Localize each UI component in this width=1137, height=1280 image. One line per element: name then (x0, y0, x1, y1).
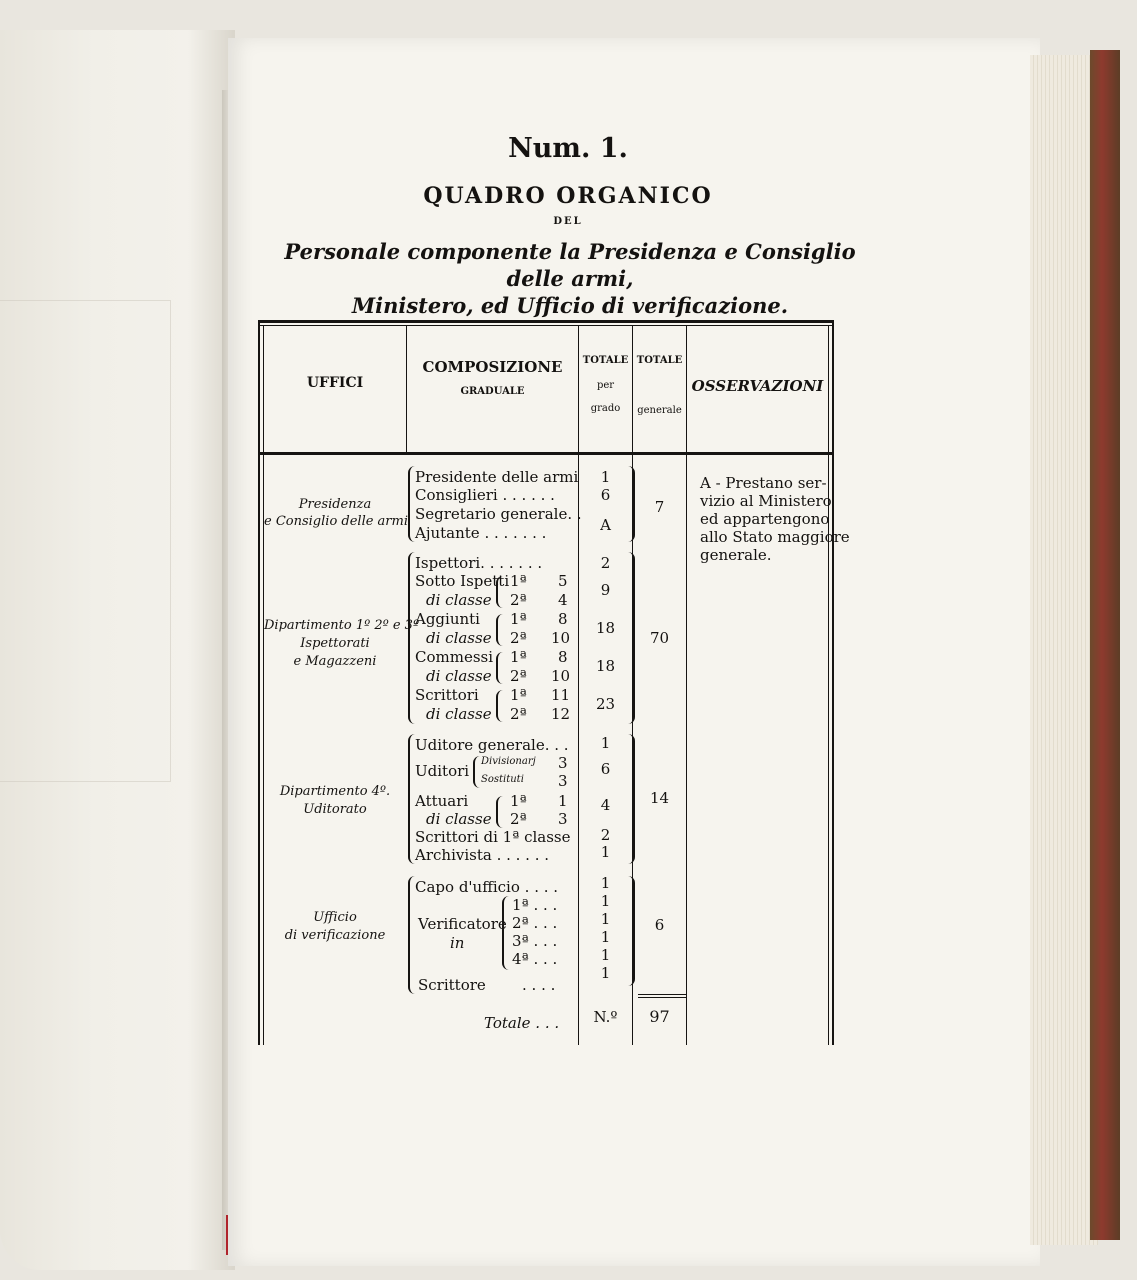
presidenza-row-4: Ajutante . . . . . . . (415, 524, 547, 542)
dip1-aggiunti-cl2: 2ª (510, 629, 527, 647)
dip4-grado-1: 1 (600, 734, 611, 752)
verif-grado-6: 1 (600, 964, 611, 982)
dip4-uditori: Uditori (415, 762, 470, 780)
dip1-commessi-v2: 10 (551, 667, 571, 685)
dip1-ispettori-val: 2 (600, 554, 611, 572)
dip4-brace (408, 734, 415, 864)
verif-grado-2: 1 (600, 892, 611, 910)
table-right-border-inner (828, 325, 829, 1045)
dip4-generale: 14 (649, 789, 670, 807)
organic-table (258, 320, 850, 1045)
dip1-sotto-brace (496, 576, 503, 608)
table-top-rule-thin (258, 325, 834, 326)
dip4-attuari-v2: 3 (558, 810, 568, 828)
dip4-uditori-v1: 3 (558, 754, 568, 772)
dip1-grado-2: 18 (595, 619, 616, 637)
dip1-aggiunti-v2: 10 (551, 629, 571, 647)
dip1-scrittori-2: di classe (426, 705, 492, 723)
table-top-rule (258, 320, 834, 323)
dip1-ufficio-1: Dipartimento 1º 2º e 3º (264, 618, 420, 633)
dip1-scrittori-brace (496, 690, 503, 722)
col-sep-generale (686, 325, 687, 1045)
verif-generale: 6 (654, 916, 665, 934)
presidenza-ufficio-2: e Consiglio delle armi (264, 514, 409, 529)
dip1-sotto-cl2: 2ª (510, 591, 527, 609)
presidenza-row-3: Segretario generale. . (415, 505, 582, 523)
dip4-attuari-1: Attuari (415, 792, 469, 810)
dip4-grado-4: 2 (600, 826, 611, 844)
dip1-commessi-cl1: 1ª (510, 648, 527, 666)
dip1-ufficio-3: e Magazzeni (293, 654, 377, 669)
dip1-scrittori-v1: 11 (551, 686, 571, 704)
dip1-sotto-2: di classe (426, 591, 492, 609)
verif-classes-brace (502, 896, 509, 970)
header-uffici: UFFICI (306, 375, 364, 391)
verif-scrittore-dots: . . . . (522, 976, 556, 994)
presidenza-ufficio-1: Presidenza (298, 497, 372, 512)
totale-value: 97 (649, 1007, 670, 1026)
verif-class-3: 3ª . . . (512, 932, 558, 950)
verif-grado-1: 1 (600, 874, 611, 892)
dip1-grado-1: 9 (600, 581, 611, 599)
dip4-attuari-cl2: 2ª (510, 810, 527, 828)
totale-rule-1 (638, 994, 686, 995)
verif-class-1: 1ª . . . (512, 896, 558, 914)
table-right-border (832, 320, 834, 1045)
totale-label: Totale . . . (484, 1014, 560, 1032)
dip1-commessi-2: di classe (426, 667, 492, 685)
dip1-grado-3: 18 (595, 657, 616, 675)
left-page (0, 30, 235, 1270)
dip4-scrittori: Scrittori di 1ª classe (415, 828, 571, 846)
dip4-sostituti: Sostituti (481, 774, 524, 785)
subtitle-line-2: Ministero, ed Ufficio di verificazione. (351, 293, 789, 318)
book-cover (1090, 50, 1120, 1240)
osservazioni-line-5: generale. (700, 546, 772, 564)
header-totale-per-grado: TOTALE (582, 355, 629, 366)
dip4-divisionarj: Divisionarj (481, 756, 536, 767)
presidenza-brace (408, 466, 415, 542)
totale-no: N.º (593, 1008, 618, 1026)
verif-class-2: 2ª . . . (512, 914, 558, 932)
header-per: per (596, 380, 615, 391)
verif-in: in (450, 934, 465, 952)
presidenza-grado-a: A (600, 516, 611, 534)
dip1-grado-4: 23 (595, 695, 616, 713)
osservazioni-line-4: allo Stato maggiore (700, 528, 850, 546)
dip4-archivista: Archivista . . . . . . (415, 846, 550, 864)
dip1-scrittori-v2: 12 (551, 705, 571, 723)
osservazioni-line-3: ed appartengono (700, 510, 830, 528)
dip1-aggiunti-1: Aggiunti (415, 610, 480, 628)
document-title: QUADRO ORGANICO (423, 183, 713, 209)
verif-brace (408, 876, 415, 994)
totale-rule-2 (638, 997, 686, 998)
dip4-attuari-v1: 1 (558, 792, 568, 810)
dip1-ufficio-2: Ispettorati (300, 636, 370, 651)
verif-class-4: 4ª . . . (512, 950, 558, 968)
verif-ufficio-1: Ufficio (313, 910, 357, 925)
dip1-scrittori-1: Scrittori (415, 686, 479, 704)
subtitle-line-1: Personale componente la Presidenza e Consiglio delle armi, (284, 239, 856, 291)
dip1-scrittori-cl2: 2ª (510, 705, 527, 723)
left-page-bleed-table (0, 300, 171, 782)
verif-grado-3: 1 (600, 910, 611, 928)
dip4-grado-3: 4 (600, 796, 611, 814)
header-totale-generale: TOTALE (636, 355, 683, 366)
document-del: DEL (553, 216, 583, 227)
presidenza-row-1: Presidente delle armi (415, 468, 579, 486)
header-graduale: GRADUALE (460, 386, 525, 397)
verif-capo: Capo d'ufficio . . . . (415, 878, 559, 896)
dip4-attuari-cl1: 1ª (510, 792, 527, 810)
header-composizione: COMPOSIZIONE (422, 358, 563, 376)
dip4-uditore-generale: Uditore generale. . . (415, 736, 569, 754)
header-osservazioni: OSSERVAZIONI (691, 377, 824, 395)
dip4-ufficio-2: Uditorato (303, 802, 367, 817)
table-left-border (258, 320, 260, 1045)
dip4-ufficio-1: Dipartimento 4º. (279, 784, 391, 799)
header-bottom-rule (258, 452, 834, 455)
dip1-generale: 70 (649, 629, 670, 647)
verif-ufficio-2: di verificazione (284, 928, 386, 943)
document-number: Num. 1. (508, 133, 628, 164)
dip1-scrittori-cl1: 1ª (510, 686, 527, 704)
page-edges (1030, 55, 1098, 1245)
dip4-grado-2: 6 (600, 760, 611, 778)
verif-verificatore: Verificatore (418, 915, 507, 933)
dip1-aggiunti-2: di classe (426, 629, 492, 647)
presidenza-generale: 7 (654, 498, 665, 516)
osservazioni-line-1: A - Prestano ser- (700, 474, 827, 492)
dip1-aggiunti-brace (496, 614, 503, 646)
dip1-sotto-v1: 5 (558, 572, 568, 590)
header-grado: grado (590, 403, 621, 414)
dip1-sotto-1: Sotto Ispetti (415, 572, 510, 590)
document-subtitle (270, 238, 870, 319)
dip4-attuari-2: di classe (426, 810, 492, 828)
header-generale: generale (637, 405, 682, 416)
presidenza-row-2: Consiglieri . . . . . . (415, 486, 555, 504)
dip4-attuari-brace (496, 796, 503, 828)
dip1-ispettori: Ispettori. . . . . . . (415, 554, 543, 572)
dip1-commessi-cl2: 2ª (510, 667, 527, 685)
dip4-uditori-v2: 3 (558, 772, 568, 790)
dip1-brace (408, 552, 415, 724)
dip1-sotto-v2: 4 (558, 591, 568, 609)
dip4-grado-5: 1 (600, 843, 611, 861)
dip4-uditori-brace (473, 756, 480, 788)
presidenza-grado-1: 1 (600, 468, 611, 486)
verif-scrittore: Scrittore (418, 976, 486, 994)
presidenza-grado-2: 6 (600, 486, 611, 504)
dip1-commessi-v1: 8 (558, 648, 568, 666)
verif-grado-4: 1 (600, 928, 611, 946)
dip1-aggiunti-v1: 8 (558, 610, 568, 628)
dip1-aggiunti-cl1: 1ª (510, 610, 527, 628)
osservazioni-line-2: vizio al Ministero (700, 492, 832, 510)
verif-grado-5: 1 (600, 946, 611, 964)
dip1-commessi-brace (496, 652, 503, 684)
dip1-commessi-1: Commessi (415, 648, 494, 666)
dip1-sotto-cl1: 1ª (510, 572, 527, 590)
